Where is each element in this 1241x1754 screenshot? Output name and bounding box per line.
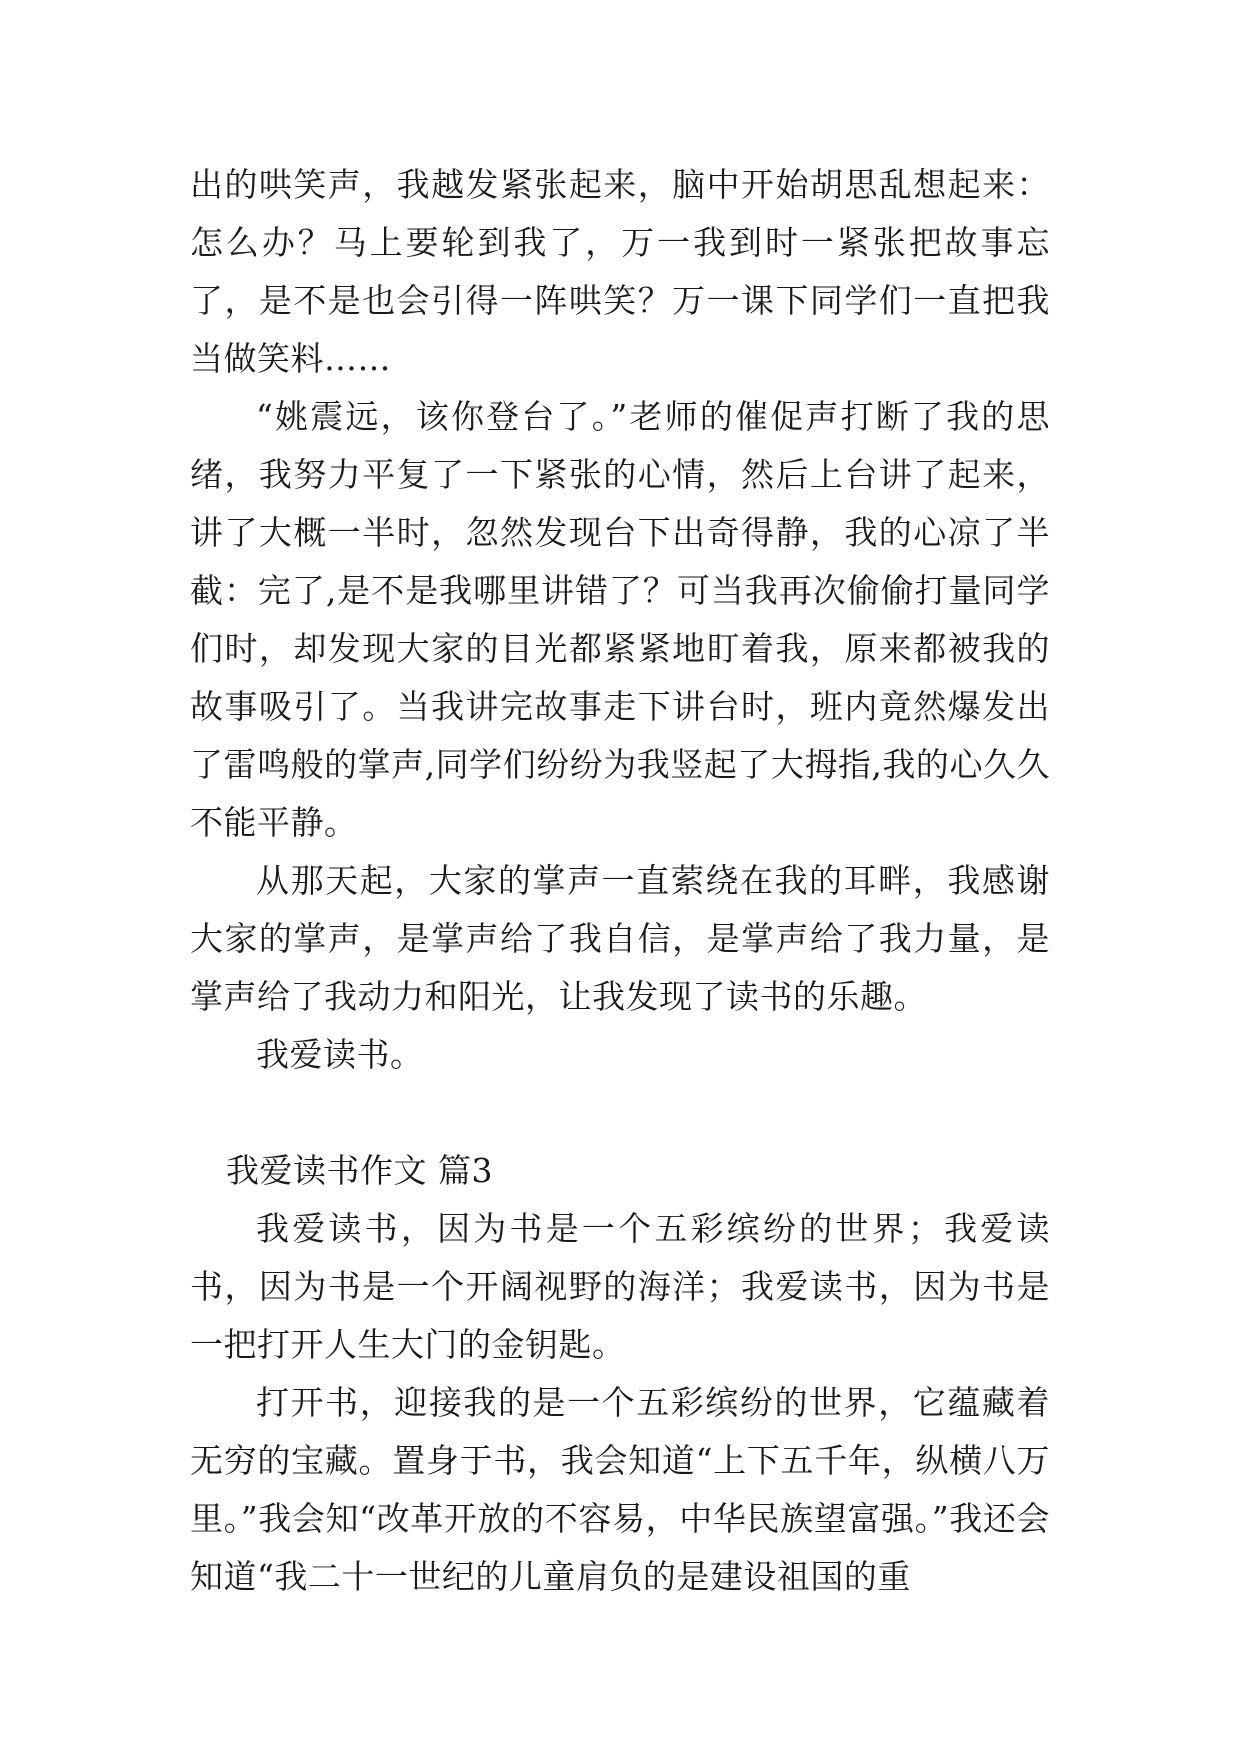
- paragraph: 从那天起，大家的掌声一直萦绕在我的耳畔，我感谢大家的掌声，是掌声给了我自信，是掌声给了我力量，是掌声给了我动力和阳光，让我发现了读书的乐趣。: [190, 861, 1050, 1016]
- document-body: [190, 156, 1050, 1606]
- paragraph: “姚震远，该你登台了。”老师的催促声打断了我的思绪，我努力平复了一下紧张的心情，然后上台讲了起来，讲了大概一半时，忽然发现台下出奇得静，我的心凉了半截：完了,是不是我哪里讲错了？可当我再次偷偷打量同学们时，却发现大家的目光都紧紧地盯着我，原来都被我的故事吸引了。当我讲完故事走下讲台时，班内竟然爆发出了雷鸣般的掌声,同学们纷纷为我竖起了大拇指,我的心久久不能平静。: [190, 397, 1050, 842]
- section-heading: 我爱读书作文 篇3: [226, 1151, 493, 1190]
- paragraph: 出的哄笑声，我越发紧张起来，脑中开始胡思乱想起来：怎么办？马上要轮到我了，万一我到时一紧张把故事忘了，是不是也会引得一阵哄笑？万一课下同学们一直把我当做笑料……: [190, 165, 1050, 378]
- section-spacer: [190, 1084, 1050, 1142]
- paragraph: 我爱读书，因为书是一个五彩缤纷的世界；我爱读书，因为书是一个开阔视野的海洋；我爱读书，因为书是一把打开人生大门的金钥匙。: [190, 1209, 1050, 1364]
- paragraph: 打开书，迎接我的是一个五彩缤纷的世界，它蕴藏着无穷的宝藏。置身于书，我会知道“上下五千年，纵横八万里。”我会知“改革开放的不容易，中华民族望富强。”我还会知道“我二十一世纪的儿童肩负的是建设祖国的重: [190, 1383, 1050, 1596]
- paragraph: 我爱读书。: [256, 1035, 424, 1074]
